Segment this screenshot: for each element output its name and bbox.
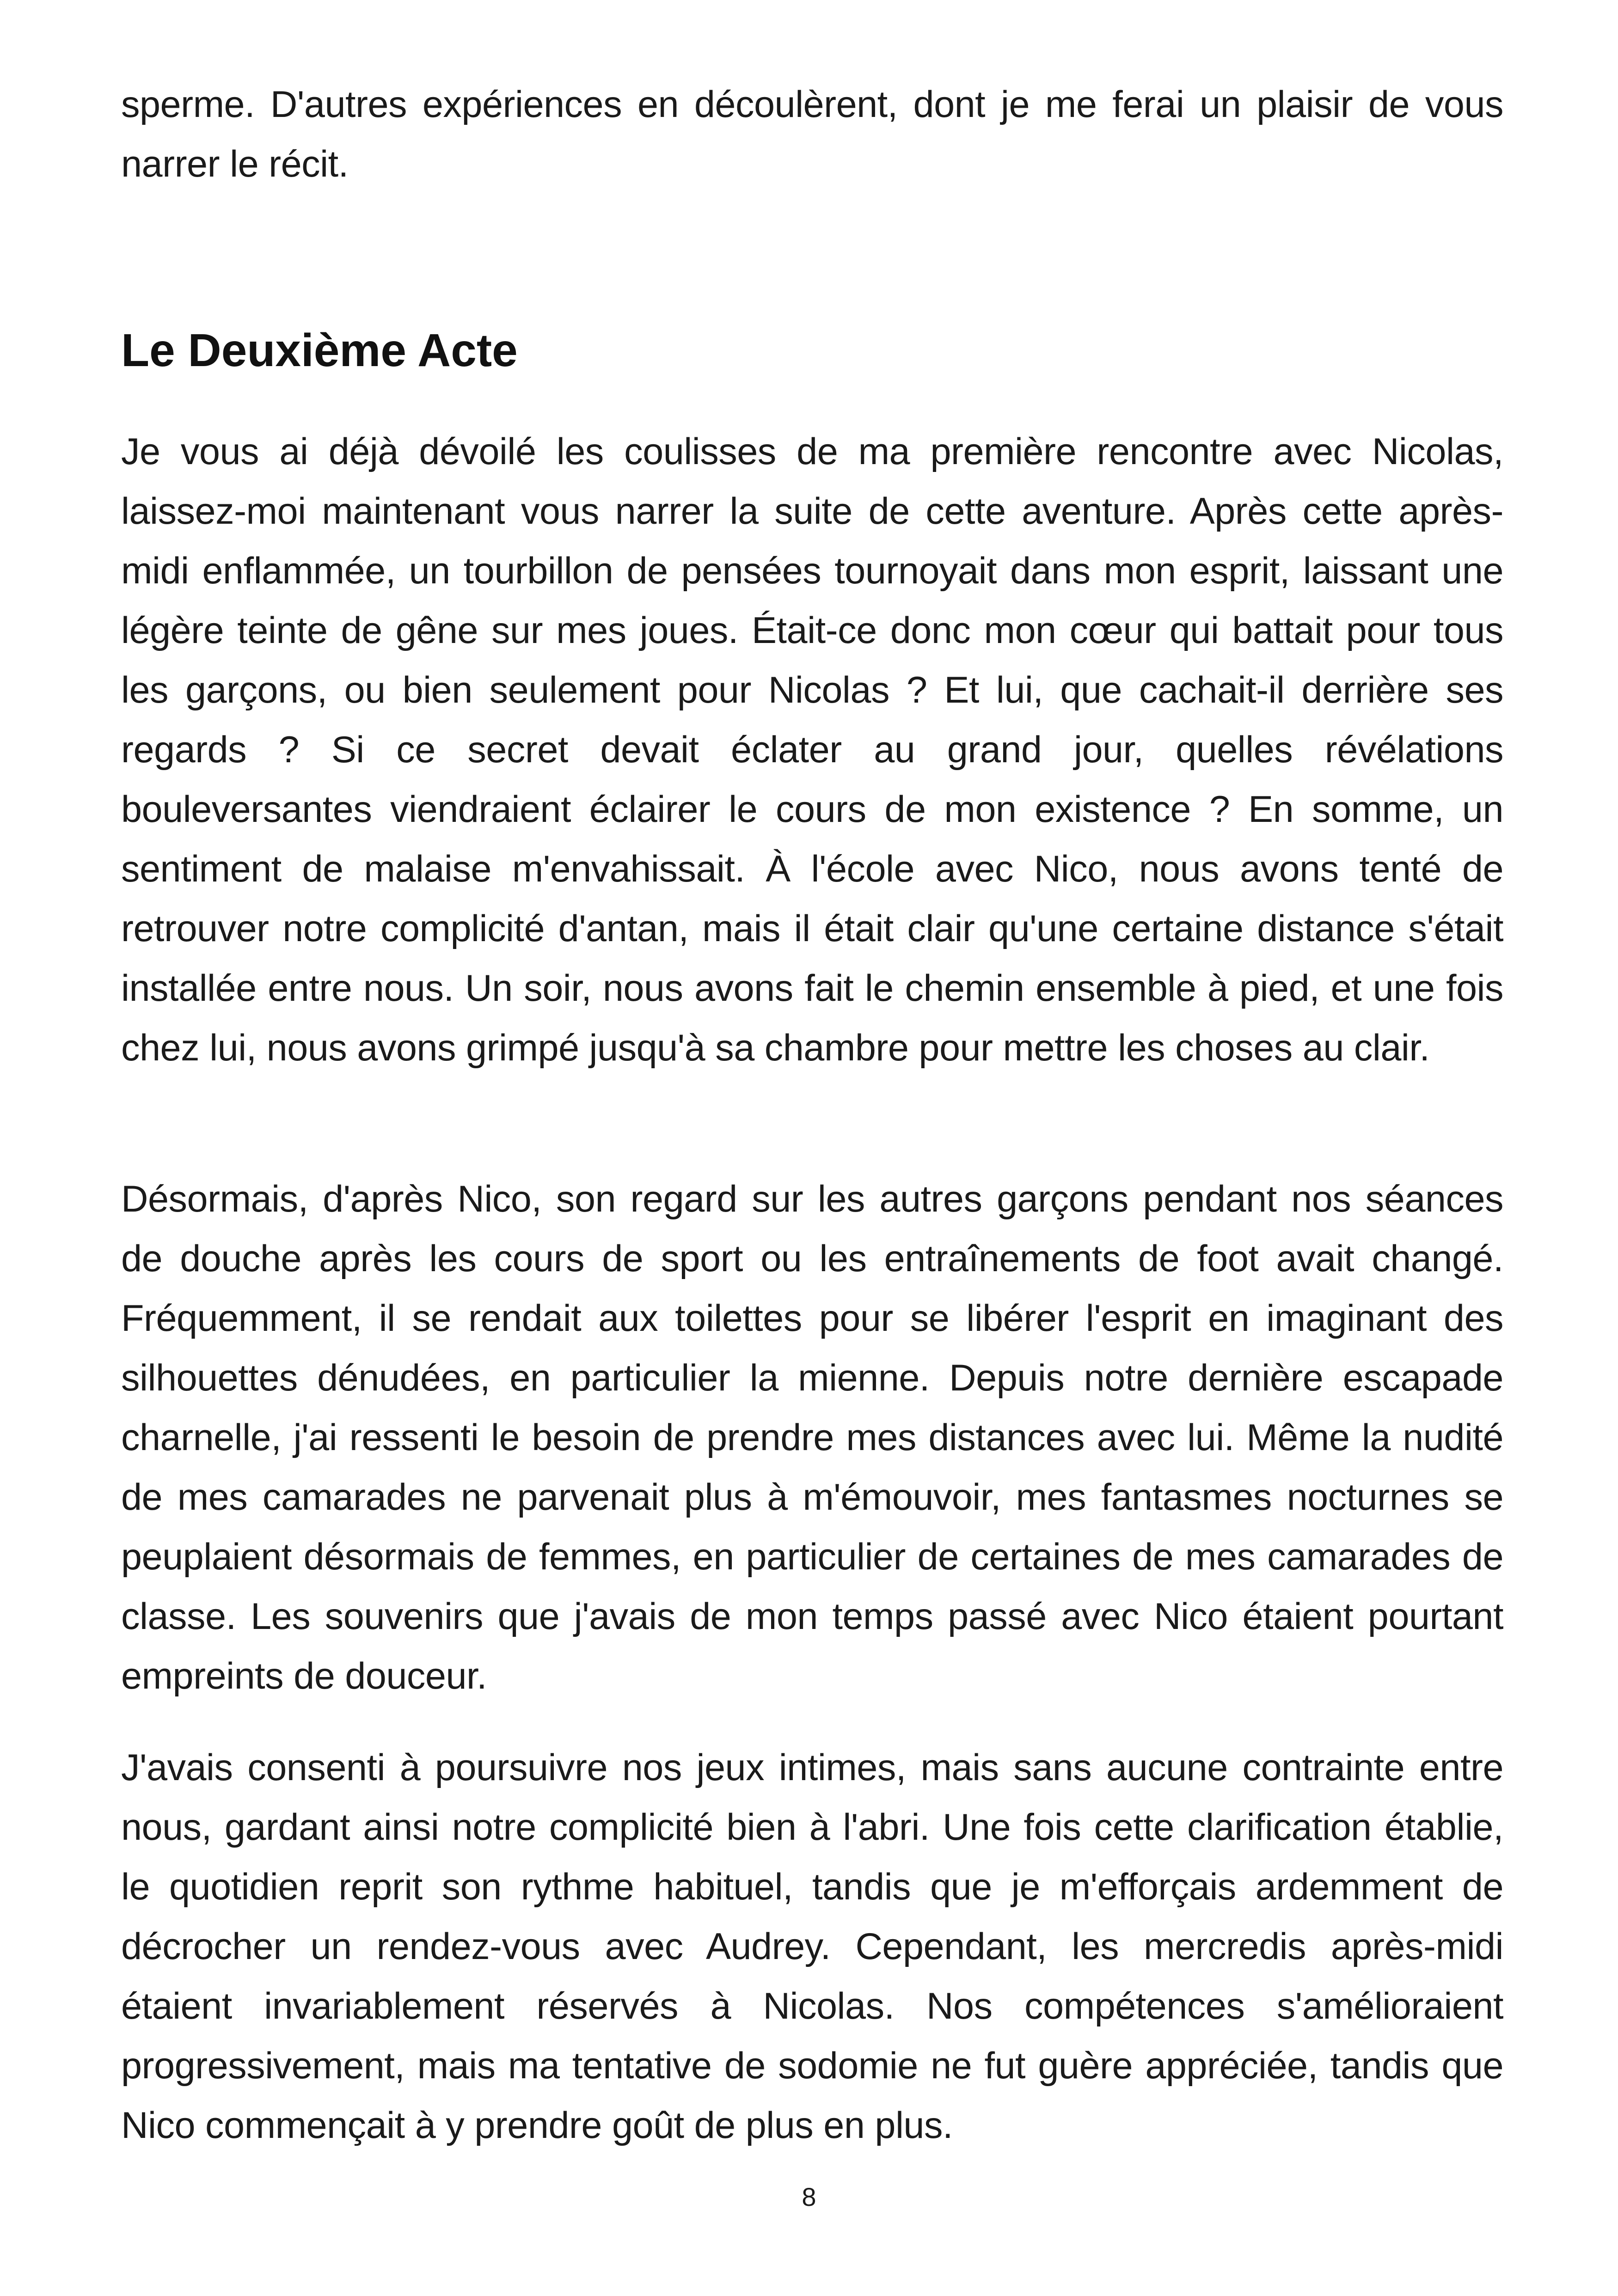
body-paragraph-2: Désormais, d'après Nico, son regard sur les autres garçons pendant nos séances de douche après les cours de sport ou les entraînements de foot avait changé. Fréquemment, il se rendait aux toilettes pour se libérer l'esprit en imaginant des silhouettes dénudées, en particulier la mienne. Depuis notre dernière escapade charnelle, j'ai ressenti le besoin de prendre mes distances avec lui. Même la nudité de mes camarades ne parvenait plus à m'émouvoir, mes fantasmes nocturnes se peuplaient désormais de femmes, en particulier de certaines de mes camarades de classe. Les souvenirs que j'avais de mon temps passé avec Nico étaient pourtant empreints de douceur. bbox=[121, 1178, 1503, 1697]
body-paragraph-3: J'avais consenti à poursuivre nos jeux intimes, mais sans aucune contrainte entre nous, gardant ainsi notre complicité bien à l'abri. Une fois cette clarification établie, le quotidien reprit son rythme habituel, tandis que je m'efforçais ardemment de décrocher un rendez-vous avec Audrey. Cependant, les mercredis après-midi étaient invariablement réservés à Nicolas. Nos compétences s'amélioraient progressivement, mais ma tentative de sodomie ne fut guère appréciée, tandis que Nico commençait à y prendre goût de plus en plus. bbox=[121, 1747, 1503, 2146]
section-title: Le Deuxième Acte bbox=[121, 325, 518, 376]
page-number: 8 bbox=[802, 2182, 816, 2211]
intro-paragraph: sperme. D'autres expériences en découlèrent, dont je me ferai un plaisir de vous narrer le récit. bbox=[121, 84, 1503, 185]
body-paragraph-1: Je vous ai déjà dévoilé les coulisses de ma première rencontre avec Nicolas, laissez-moi maintenant vous narrer la suite de cette aventure. Après cette après-midi enflammée, un tourbillon de pensées tournoyait dans mon esprit, laissant une légère teinte de gêne sur mes joues. Était-ce donc mon cœur qui battait pour tous les garçons, ou bien seulement pour Nicolas ? Et lui, que cachait-il derrière ses regards ? Si ce secret devait éclater au grand jour, quelles révélations bouleversantes viendraient éclairer le cours de mon existence ? En somme, un sentiment de malaise m'envahissait. À l'école avec Nico, nous avons tenté de retrouver notre complicité d'antan, mais il était clair qu'une certaine distance s'était installée entre nous. Un soir, nous avons fait le chemin ensemble à pied, et une fois chez lui, nous avons grimpé jusqu'à sa chambre pour mettre les choses au clair. bbox=[121, 431, 1503, 1069]
